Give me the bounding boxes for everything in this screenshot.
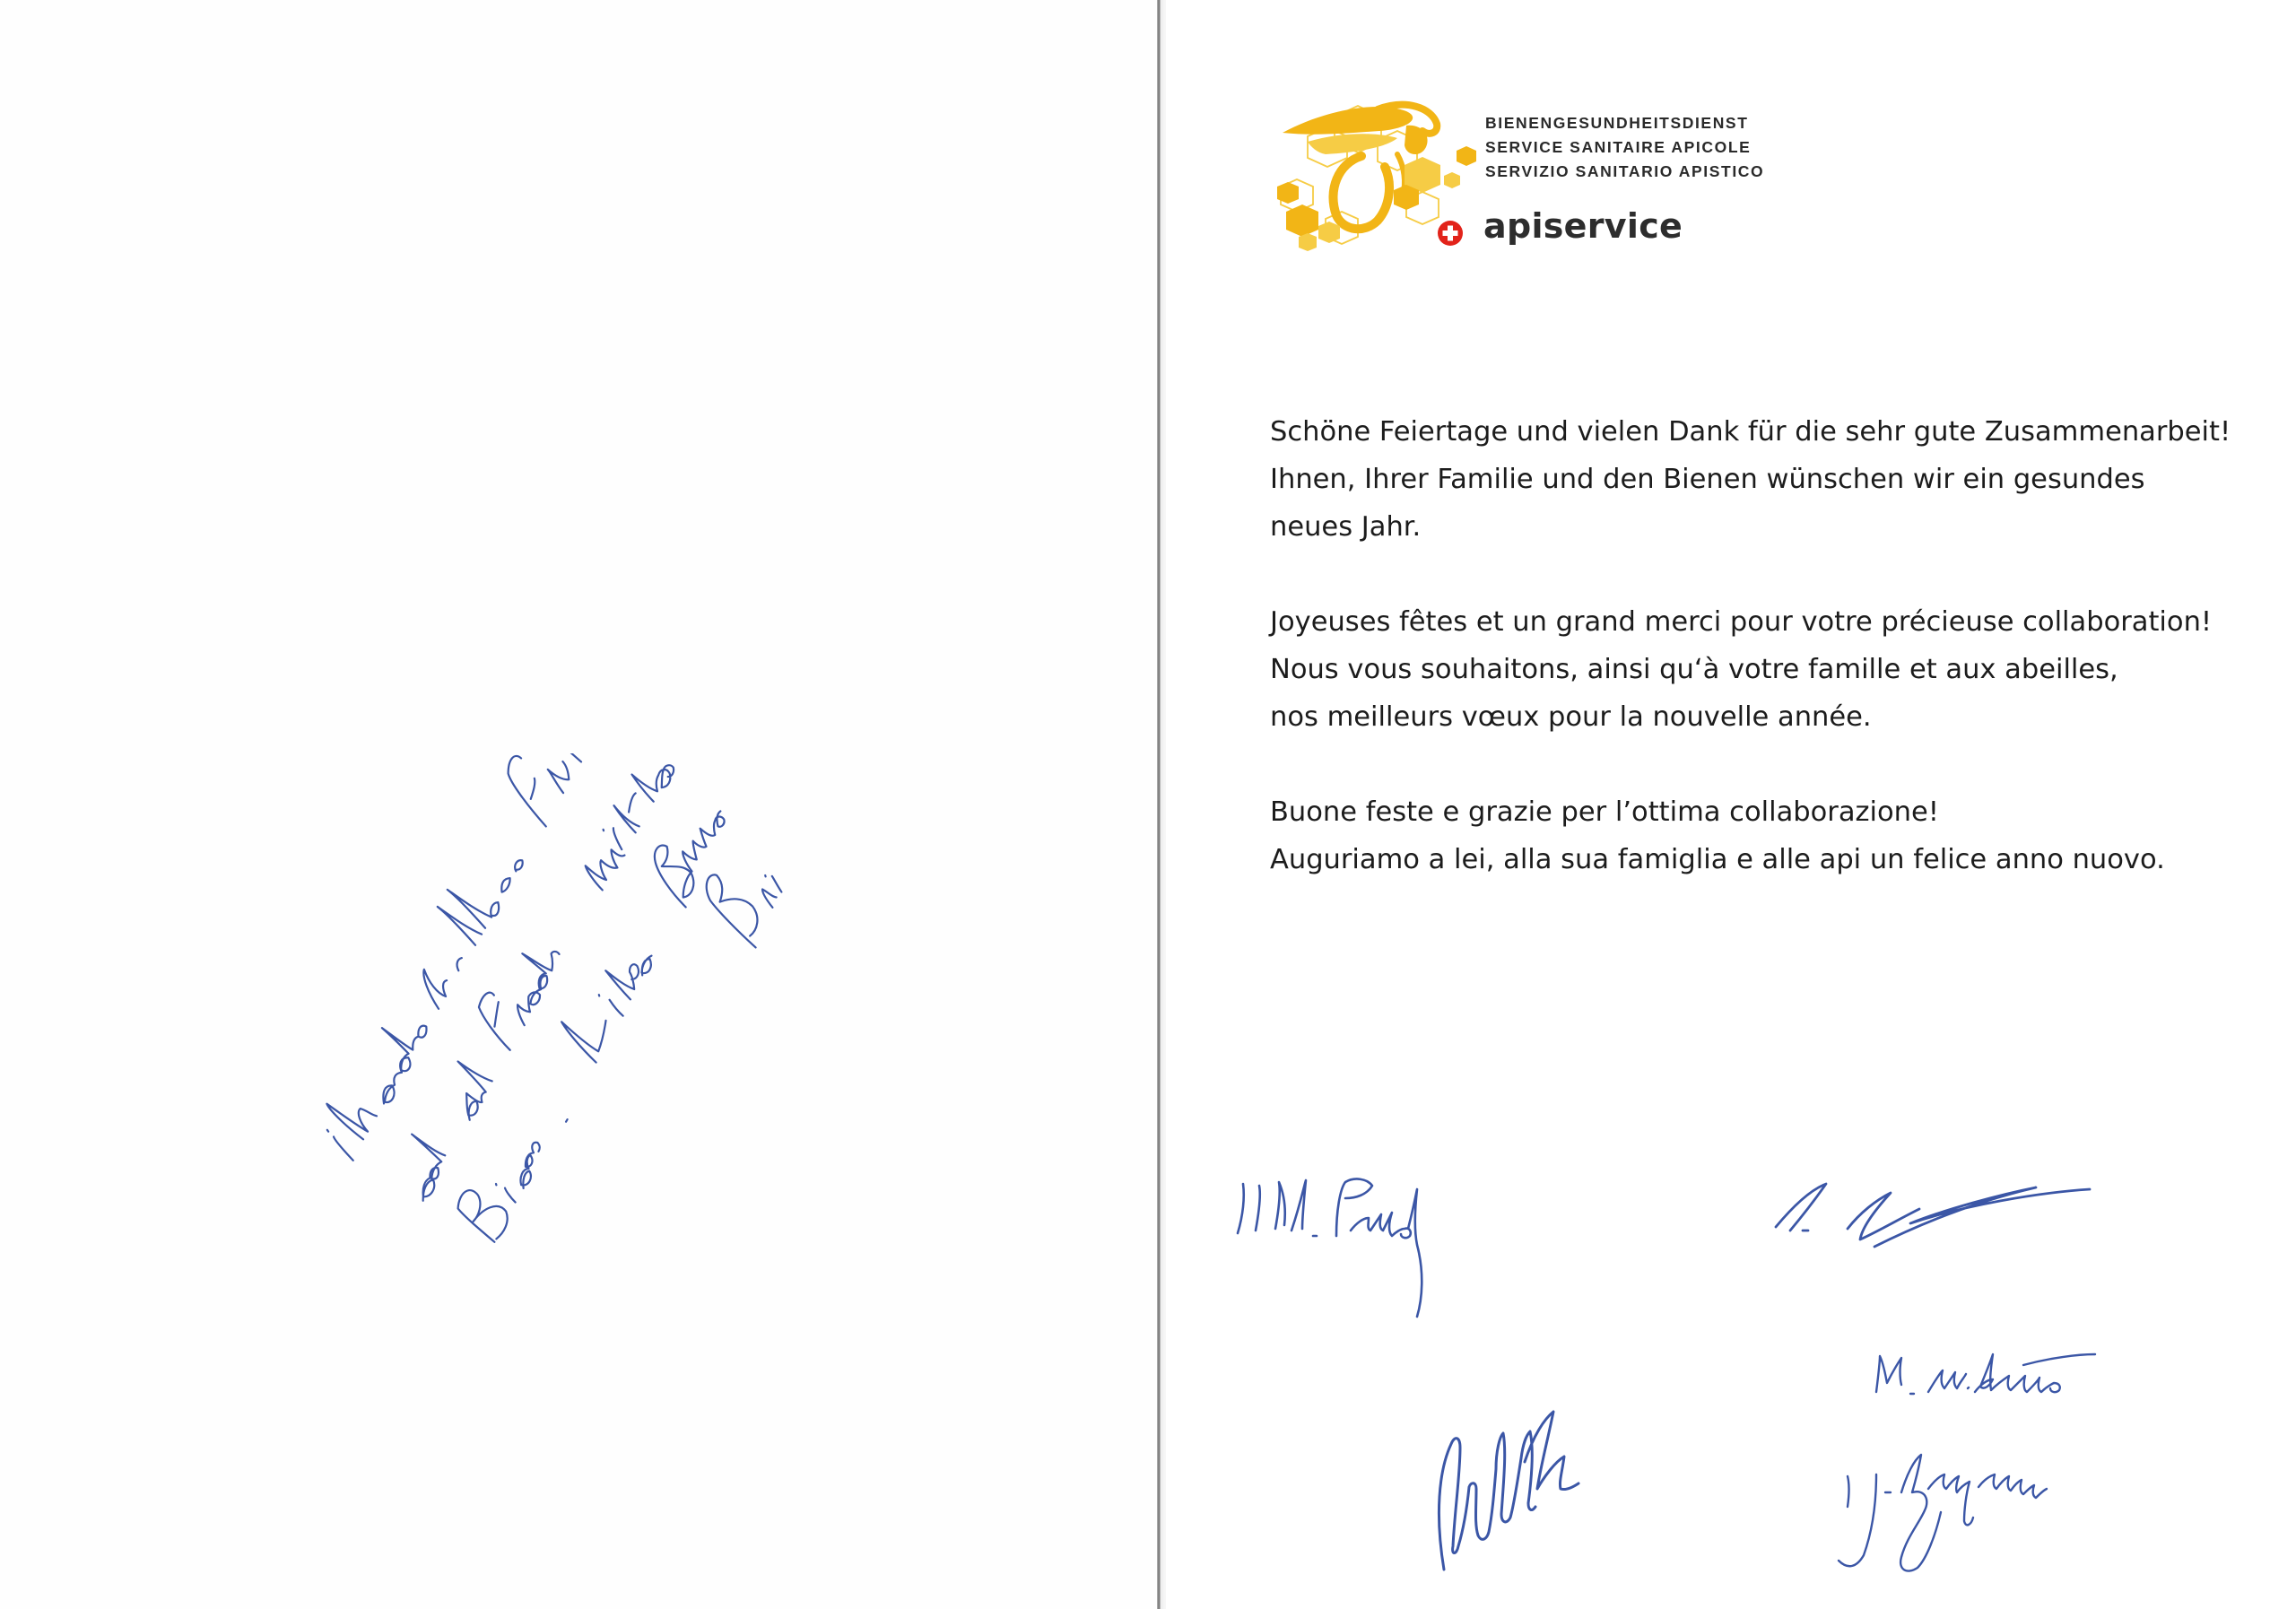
greeting-line: Buone feste e grazie per l’ottima collaborazione! bbox=[1270, 796, 1939, 828]
greeting-german bbox=[1270, 408, 2283, 551]
signature-1 bbox=[1238, 1179, 1422, 1317]
swiss-cross-icon bbox=[1437, 220, 1464, 247]
signatures bbox=[1220, 1130, 2251, 1609]
greeting-line: Nous vous souhaitons, ainsi qu‘à votre famille et aux abeilles, bbox=[1270, 654, 2118, 685]
greeting-line: Schöne Feiertage und vielen Dank für die sehr gute Zusammenarbeit! bbox=[1270, 416, 2231, 448]
signature-3 bbox=[1776, 1184, 2090, 1247]
greeting-line: Ihnen, Ihrer Familie und den Bienen wünschen wir ein gesundes bbox=[1270, 464, 2145, 495]
greeting-line: Auguriamo a lei, alla sua famiglia e alle api un felice anno nuovo. bbox=[1270, 844, 2165, 875]
greeting-line: Joyeuses fêtes et un grand merci pour votre précieuse collaboration! bbox=[1270, 606, 2213, 638]
brand-name: apiservice bbox=[1483, 206, 1683, 246]
logo-language-lines bbox=[1485, 111, 1764, 184]
signature-2 bbox=[1439, 1412, 1578, 1570]
logo-language-german: BIENENGESUNDHEITSDIENST bbox=[1485, 114, 1749, 132]
greeting-french bbox=[1270, 598, 2283, 741]
signature-4 bbox=[1876, 1354, 2095, 1394]
logo-language-italian: SERVIZIO SANITARIO APISTICO bbox=[1485, 162, 1765, 180]
greeting-line: nos meilleurs vœux pour la nouvelle année. bbox=[1270, 701, 1872, 733]
greeting-line: neues Jahr. bbox=[1270, 511, 1422, 543]
greeting-text bbox=[1270, 408, 2283, 931]
signature-5 bbox=[1839, 1455, 2047, 1571]
logo-language-french: SERVICE SANITAIRE APICOLE bbox=[1485, 138, 1752, 156]
handwritten-note bbox=[323, 753, 843, 1274]
greeting-italian bbox=[1270, 788, 2283, 883]
